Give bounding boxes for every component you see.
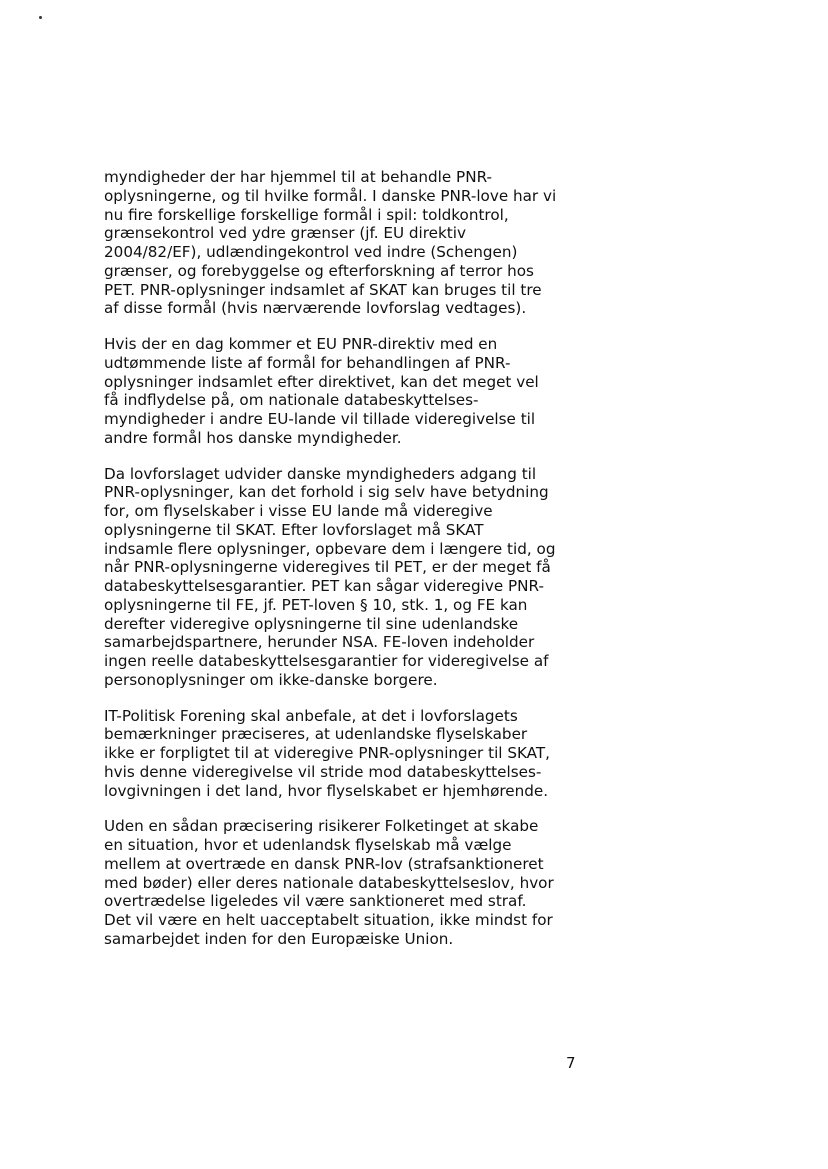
scan-speck [39,16,42,19]
paragraph [104,465,594,690]
text-line: overtrædelse ligeledes vil være sanktioneret med straf. [104,892,527,911]
text-line: når PNR-oplysningerne videregives til PET, er der meget få [104,558,551,577]
text-line: samarbejdspartnere, herunder NSA. FE-loven indeholder [104,633,535,652]
text-line: Uden en sådan præcisering risikerer Folketinget at skabe [104,817,539,836]
text-line: indsamle flere oplysninger, opbevare dem i længere tid, og [104,539,556,558]
text-line: oplysningerne til FE, jf. PET-loven § 10, stk. 1, og FE kan [104,595,528,614]
paragraph [104,707,594,801]
text-line: grænser, og forebyggelse og efterforskning af terror hos [104,261,534,280]
text-line: samarbejdet inden for den Europæiske Union. [104,929,454,948]
text-line: IT-Politisk Forening skal anbefale, at det i lovforslagets [104,706,518,725]
paragraph [104,168,594,318]
text-line: myndigheder i andre EU-lande vil tillade videregivelse til [104,410,536,428]
text-line: udtømmende liste af formål for behandlingen af PNR- [104,353,511,372]
text-line: af disse formål (hvis nærværende lovforslag vedtages). [104,299,527,318]
text-line: 2004/82/EF), udlændingekontrol ved indre (Schengen) [104,243,518,261]
text-line: grænsekontrol ved ydre grænser (jf. EU direktiv [104,224,466,243]
text-line: andre formål hos danske myndigheder. [104,428,402,447]
text-line: Da lovforslaget udvider danske myndigheders adgang til [104,464,537,483]
text-line: databeskyttelsesgarantier. PET kan sågar videregive PNR- [104,577,544,595]
text-line: bemærkninger præciseres, at udenlandske flyselskaber [104,725,528,744]
text-line: hvis denne videregivelse vil stride mod databeskyttelses- [104,762,542,781]
paragraph [104,817,594,948]
paragraph [104,335,594,448]
body-text [104,168,594,966]
text-line: med bøder) eller deres nationale databeskyttelseslov, hvor [104,873,554,892]
text-line: lovgivningen i det land, hvor flyselskabet er hjemhørende. [104,781,549,800]
text-line: for, om flyselskaber i visse EU lande må videregive [104,502,493,520]
text-line: Hvis der en dag kommer et EU PNR-direktiv med en [104,335,498,353]
text-line: en situation, hvor et udenlandsk flyselskab må vælge [104,836,512,854]
text-line: ikke er forpligtet til at videregive PNR-oplysninger til SKAT, [104,744,550,762]
text-line: få indflydelse på, om nationale databeskyttelses- [104,391,479,410]
text-line: mellem at overtræde en dansk PNR-lov (strafsanktioneret [104,854,544,873]
text-line: myndigheder der har hjemmel til at behandle PNR- [104,168,492,186]
text-line: oplysningerne til SKAT. Efter lovforslaget må SKAT [104,520,484,539]
page-number: 7 [566,1054,576,1072]
text-line: PET. PNR-oplysninger indsamlet af SKAT kan bruges til tre [104,280,542,299]
text-line: oplysninger indsamlet efter direktivet, kan det meget vel [104,372,539,391]
text-line: oplysningerne, og til hvilke formål. I danske PNR-love har vi [104,186,557,205]
text-line: PNR-oplysninger, kan det forhold i sig selv have betydning [104,483,549,502]
text-line: derefter videregive oplysningerne til sine udenlandske [104,614,519,633]
text-line: Det vil være en helt uacceptabelt situation, ikke mindst for [104,911,553,929]
text-line: ingen reelle databeskyttelsesgarantier for videregivelse af [104,652,549,670]
text-line: nu fire forskellige forskellige formål i spil: toldkontrol, [104,205,509,224]
text-line: personoplysninger om ikke-danske borgere. [104,670,438,689]
